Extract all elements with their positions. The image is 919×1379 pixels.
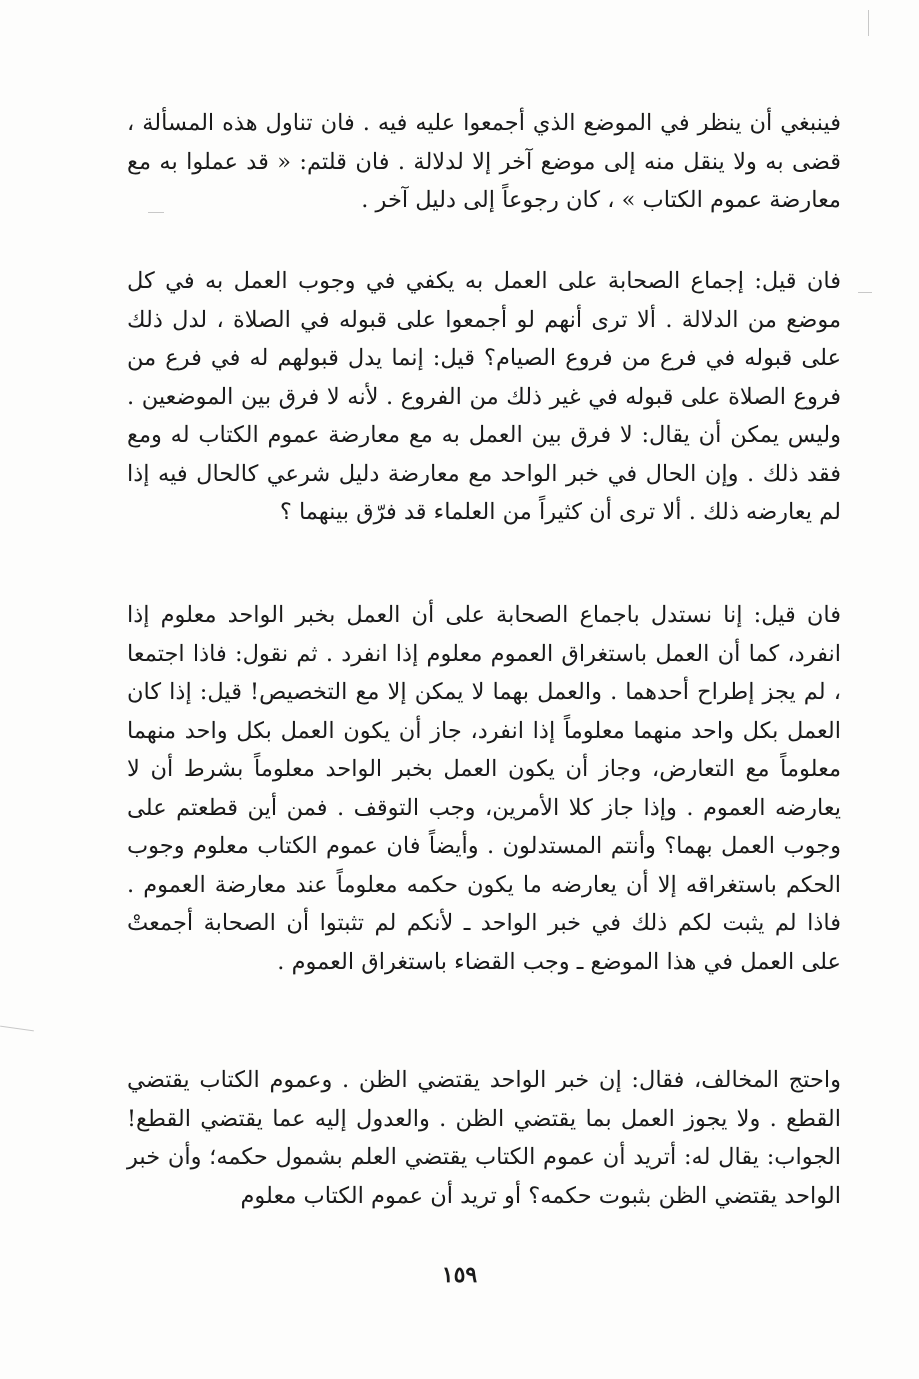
paragraph-text: فان قيل: إجماع الصحابة على العمل به يكفي في وجوب العمل به في كل موضع من الدلالة . ألا ترى أنهم لو أجمعوا على قبوله في الصلاة ، لدل ذلك على قبوله في فرع من فروع الصيام؟ قيل: إنما يدل قبولهم له في فرع من فروع الصلاة على قبوله في غير ذلك من الفروع . لأنه لا فرق بين الموضعين . وليس يمكن أن يقال: لا فرق بين العمل به مع معارضة عموم الكتاب له ومع فقد ذلك . وإن الحال في خبر الواحد مع معارضة دليل شرعي كالحال فيه إذا لم يعارضه ذلك . ألا ترى أن كثيراً من العلماء قد فرّق بينهما ؟ [127,268,841,525]
paragraph-2 [127,262,841,532]
scan-artifact [148,212,164,213]
paragraph-text: فينبغي أن ينظر في الموضع الذي أجمعوا عليه فيه . فان تناول هذه المسألة ، قضى به ولا ينقل منه إلى موضع آخر إلا لدلالة . فان قلتم: « قد عملوا به مع معارضة عموم الكتاب » ، كان رجوعاً إلى دليل آخر . [127,110,841,213]
paragraph-1 [127,104,841,220]
paragraph-text: فان قيل: إنا نستدل باجماع الصحابة على أن العمل بخبر الواحد معلوم إذا انفرد، كما أن العمل باستغراق العموم معلوم إذا انفرد . ثم نقول: فاذا اجتمعا ، لم يجز إطراح أحدهما . والعمل بهما لا يمكن إلا مع التخصيص! قيل: إذا كان العمل بكل واحد منهما معلوماً إذا انفرد، جاز أن يكون العمل بكل واحد منهما معلوماً مع التعارض، وجاز أن يكون العمل بخبر الواحد معلوماً بشرط أن لا يعارضه العموم . وإذا جاز كلا الأمرين، وجب التوقف . فمن أين قطعتم على وجوب العمل بهما؟ وأنتم المستدلون . وأيضاً فان عموم الكتاب معلوم وجوب الحكم باستغراقه إلا أن يعارضه ما يكون حكمه معلوماً عند معارضة العموم . فاذا لم يثبت لكم ذلك في خبر الواحد ـ لأنكم لم تثبتوا أن الصحابة أجمعتْ على العمل في هذا الموضع ـ وجب القضاء باستغراق العموم . [127,602,841,975]
scan-artifact [858,292,872,293]
scan-artifact [0,1026,34,1032]
scan-artifact [868,10,869,36]
page-number: ١٥٩ [441,1262,478,1288]
paragraph-3 [127,596,841,981]
paragraph-4 [127,1061,841,1215]
paragraph-text: واحتج المخالف، فقال: إن خبر الواحد يقتضي الظن . وعموم الكتاب يقتضي القطع . ولا يجوز العمل بما يقتضي الظن . والعدول إليه عما يقتضي القطع! الجواب: يقال له: أتريد أن عموم الكتاب يقتضي العلم بشمول حكمه؛ وأن خبر الواحد يقتضي الظن بثبوت حكمه؟ أو تريد أن عموم الكتاب معلوم [127,1067,841,1209]
